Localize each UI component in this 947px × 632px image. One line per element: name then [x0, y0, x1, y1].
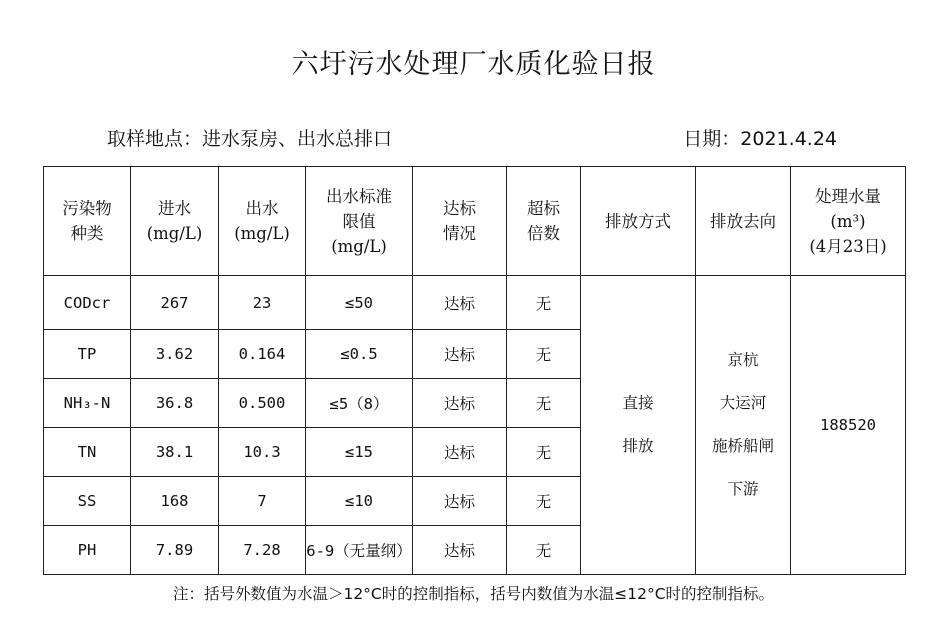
inflow-cell: 267: [131, 276, 219, 330]
inflow-cell: 36.8: [131, 379, 219, 428]
header-pollutant: 污染物 种类: [44, 167, 131, 276]
footnote: 注：括号外数值为水温＞12°C时的控制指标，括号内数值为水温≤12°C时的控制指标。: [172, 585, 775, 603]
inflow-cell: 168: [131, 477, 219, 526]
report-date: 日期：2021.4.24: [683, 128, 837, 150]
compliance-cell: 达标: [413, 330, 507, 379]
pollutant-cell: TN: [44, 428, 131, 477]
exceed-cell: 无: [507, 330, 581, 379]
exceed-cell: 无: [507, 379, 581, 428]
compliance-cell: 达标: [413, 428, 507, 477]
discharge-method-cell: 直接 排放: [581, 276, 696, 575]
header-outflow: 出水 (mg/L): [219, 167, 306, 276]
outflow-cell: 7.28: [219, 526, 306, 575]
table-row: [44, 276, 906, 330]
header-row: [44, 167, 906, 276]
outflow-cell: 10.3: [219, 428, 306, 477]
outflow-cell: 7: [219, 477, 306, 526]
exceed-cell: 无: [507, 276, 581, 330]
compliance-cell: 达标: [413, 276, 507, 330]
outflow-cell: 0.164: [219, 330, 306, 379]
pollutant-cell: PH: [44, 526, 131, 575]
header-standard-limit: 出水标准 限值 (mg/L): [306, 167, 413, 276]
treated-volume-cell: 188520: [791, 276, 906, 575]
sampling-location: 取样地点：进水泵房、出水总排口: [107, 128, 393, 150]
exceed-cell: 无: [507, 477, 581, 526]
compliance-cell: 达标: [413, 526, 507, 575]
standard-cell: 6-9（无量纲）: [306, 526, 413, 575]
report-title: 六圩污水处理厂水质化验日报: [291, 49, 656, 80]
inflow-cell: 38.1: [131, 428, 219, 477]
header-discharge-destination: 排放去向: [696, 167, 791, 276]
inflow-cell: 7.89: [131, 526, 219, 575]
water-quality-table: [43, 166, 906, 575]
pollutant-cell: SS: [44, 477, 131, 526]
standard-cell: ≤0.5: [306, 330, 413, 379]
header-exceed-multiple: 超标 倍数: [507, 167, 581, 276]
pollutant-cell: TP: [44, 330, 131, 379]
inflow-cell: 3.62: [131, 330, 219, 379]
header-treated-volume: 处理水量 (m³) (4月23日): [791, 167, 906, 276]
pollutant-cell: NH₃-N: [44, 379, 131, 428]
standard-cell: ≤15: [306, 428, 413, 477]
exceed-cell: 无: [507, 428, 581, 477]
standard-cell: ≤50: [306, 276, 413, 330]
compliance-cell: 达标: [413, 477, 507, 526]
header-discharge-method: 排放方式: [581, 167, 696, 276]
standard-cell: ≤10: [306, 477, 413, 526]
header-compliance: 达标 情况: [413, 167, 507, 276]
compliance-cell: 达标: [413, 379, 507, 428]
outflow-cell: 23: [219, 276, 306, 330]
header-inflow: 进水 (mg/L): [131, 167, 219, 276]
outflow-cell: 0.500: [219, 379, 306, 428]
standard-cell: ≤5（8）: [306, 379, 413, 428]
pollutant-cell: CODcr: [44, 276, 131, 330]
exceed-cell: 无: [507, 526, 581, 575]
discharge-destination-cell: 京杭 大运河 施桥船闸 下游: [696, 276, 791, 575]
